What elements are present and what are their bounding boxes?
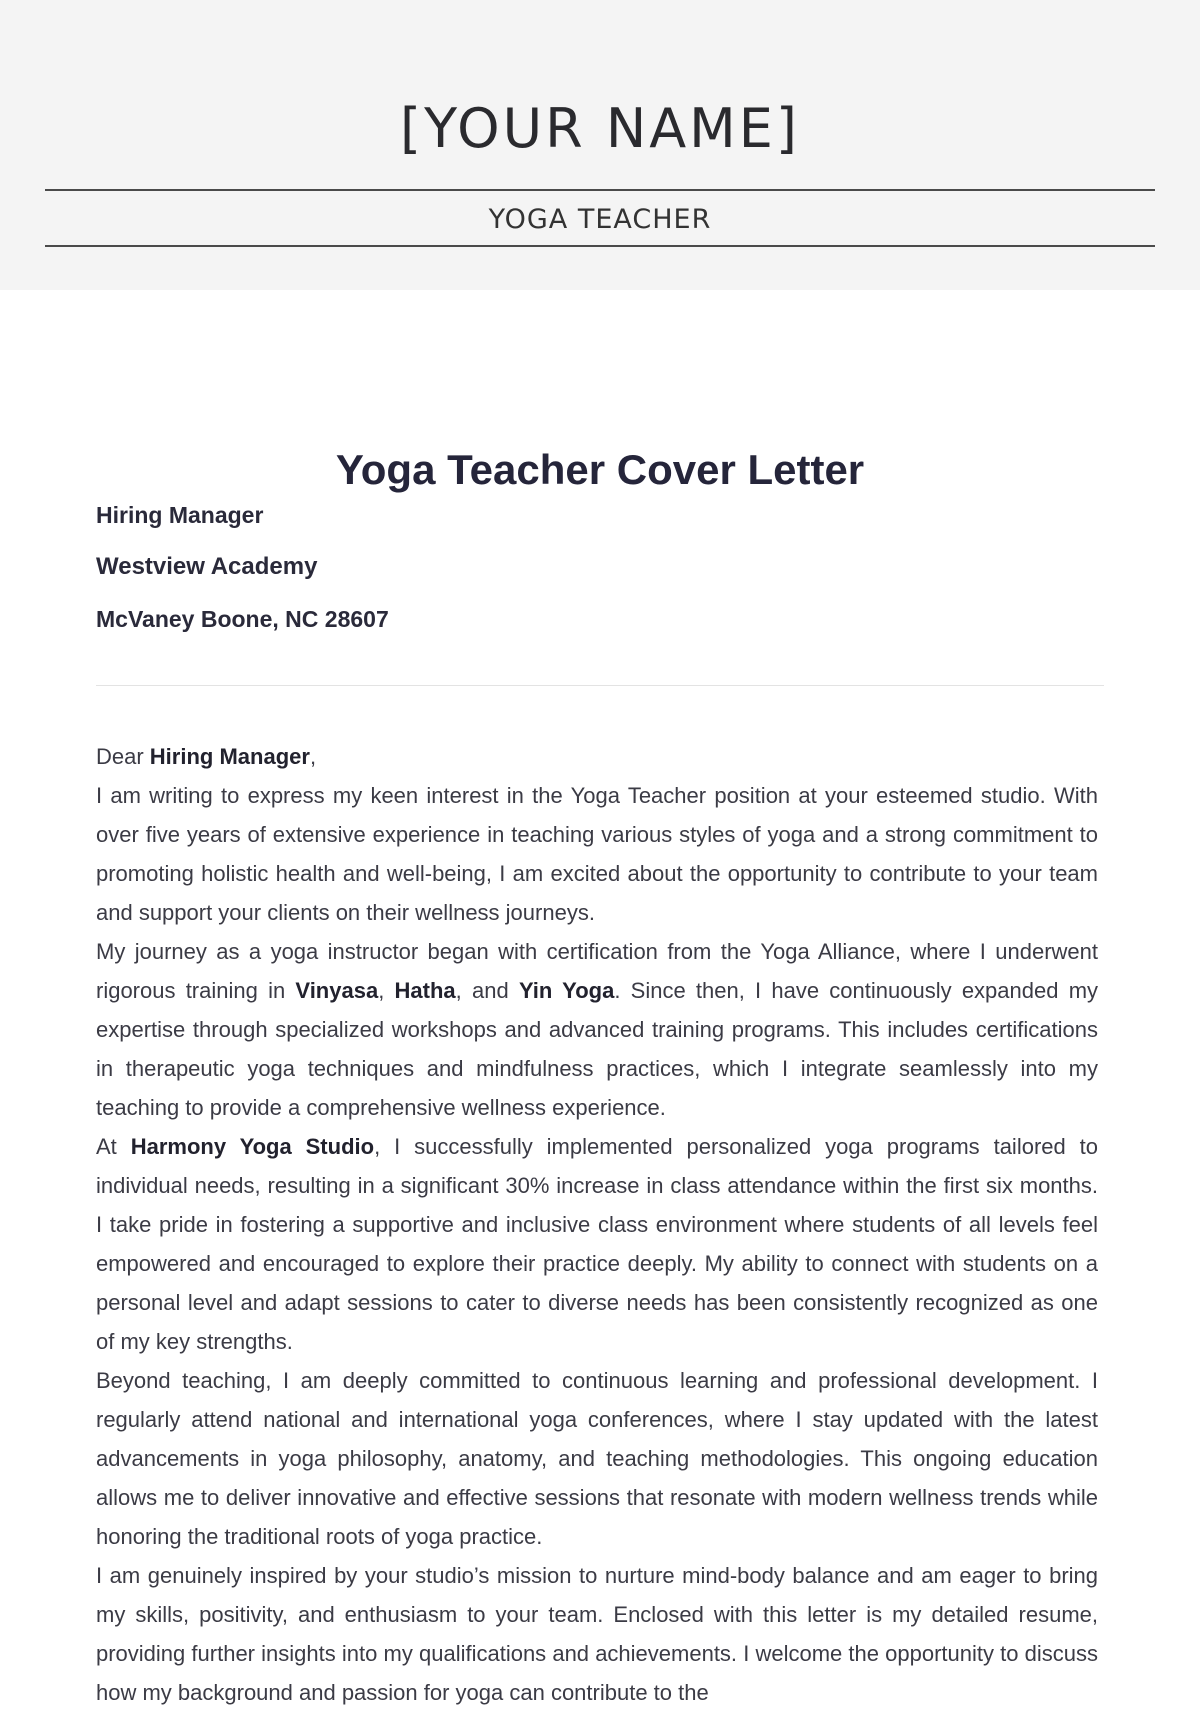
recipient-name: Hiring Manager (96, 502, 264, 528)
paragraph-text: . Since then, I have continuously expanded my expertise through specialized workshops and advanced training programs. This includes certifications in therapeutic yoga techniques and mindfulness practices, which I integrate seamlessly into my teaching to provide a comprehensive wellness experience. (96, 978, 1099, 1120)
salutation (96, 737, 1098, 776)
paragraph-text: At (96, 1134, 131, 1159)
recipient-organization: Westview Academy (96, 553, 318, 580)
style-yin-yoga: Yin Yoga (518, 978, 615, 1003)
paragraph-development: Beyond teaching, I am deeply committed to continuous learning and professional development. I regularly attend national and international yoga conferences, where I stay updated with the latest advancements in yoga philosophy, anatomy, and teaching methodologies. This ongoing education allows me to deliver innovative and effective sessions that resonate with modern wellness trends while honoring the traditional roots of yoga practice. (96, 1368, 1098, 1549)
letter-body (96, 737, 1098, 1712)
paragraph-text: , I successfully implemented personalized yoga programs tailored to individual needs, resulting in a significant 30% increase in class attendance within the first six months. I take pride in fostering a supportive and inclusive class environment where students of all levels feel empowered and encouraged to explore their practice deeply. My ability to connect with students on a personal level and adapt sessions to cater to diverse needs has been consistently recognized as one of my key strengths. (96, 1134, 1098, 1354)
salutation-name: Hiring Manager (149, 744, 310, 769)
header-rule-top (45, 189, 1155, 191)
letterhead (0, 0, 1200, 290)
applicant-name: [YOUR NAME] (400, 97, 800, 160)
paragraph-training (96, 932, 1098, 1127)
header-rule-bottom (45, 245, 1155, 247)
style-vinyasa: Vinyasa (295, 978, 379, 1003)
paragraph-text: , and (455, 978, 519, 1003)
paragraph-text: , (378, 978, 395, 1003)
studio-name: Harmony Yoga Studio (130, 1134, 375, 1159)
style-hatha: Hatha (394, 978, 456, 1003)
section-divider (96, 685, 1104, 686)
applicant-job-title: YOGA TEACHER (488, 204, 712, 235)
paragraph-text: My journey as a yoga instructor began with certification from the Yoga Alliance, where I underwent rigorous training in (96, 939, 1098, 1003)
document-title: Yoga Teacher Cover Letter (335, 446, 865, 493)
recipient-address: McVaney Boone, NC 28607 (96, 606, 389, 632)
salutation-suffix: , (309, 744, 317, 769)
paragraph-experience (96, 1127, 1098, 1361)
salutation-prefix: Dear (96, 744, 150, 769)
paragraph-closing: I am genuinely inspired by your studio’s mission to nurture mind-body balance and am eager to bring my skills, positivity, and enthusiasm to your team. Enclosed with this letter is my detailed resume, providing further insights into my qualifications and achievements. I welcome the opportunity to discuss how my background and passion for yoga can contribute to the (96, 1563, 1098, 1705)
paragraph-intro: I am writing to express my keen interest in the Yoga Teacher position at your esteemed studio. With over five years of extensive experience in teaching various styles of yoga and a strong commitment to promoting holistic health and well-being, I am excited about the opportunity to contribute to your team and support your clients on their wellness journeys. (96, 783, 1098, 925)
